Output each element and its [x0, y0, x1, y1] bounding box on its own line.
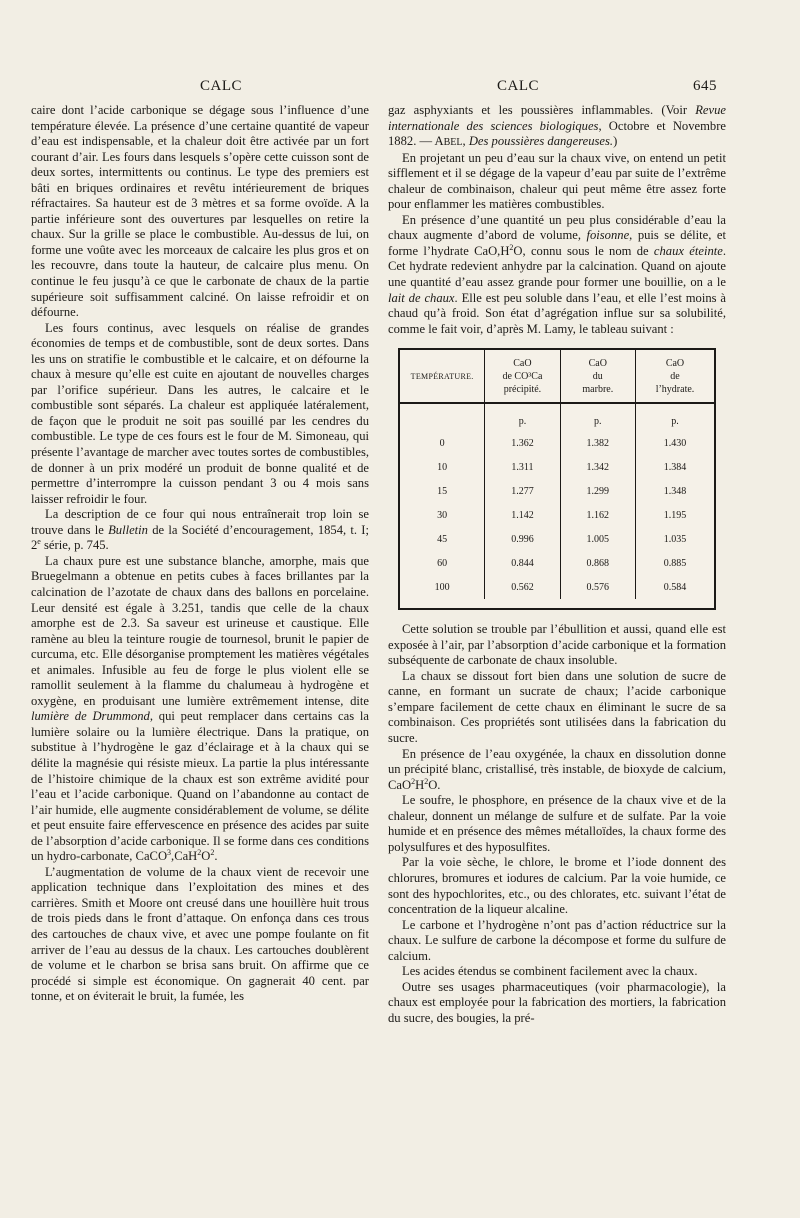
table-unit-cell: p. — [560, 403, 635, 431]
table-cell: 1.311 — [485, 455, 560, 479]
table-cell: 0.868 — [560, 551, 635, 575]
table-cell: 1.195 — [635, 503, 714, 527]
right-column-paragraph: La chaux se dissout fort bien dans une solution de sucre de canne, en formant un sucrate de chaux; l’acide carbonique s’empare facilement de cette chaux en éliminant le sucre de sa combinaison. Ces propriétés sont utilisées dans la fabrication du sucre. — [388, 668, 726, 746]
table-cell: 10 — [437, 461, 448, 473]
table-cell: 1.142 — [485, 503, 560, 527]
table-row — [400, 479, 714, 503]
table-cell: 1.299 — [560, 479, 635, 503]
table-cell: 1.342 — [560, 455, 635, 479]
table-cell: 0.844 — [485, 551, 560, 575]
table-cell: 15 — [437, 485, 448, 497]
table-row — [400, 431, 714, 455]
left-column-paragraph: caire dont l’acide carbonique se dégage sous l’influence d’une température élevée. La présence d’une certaine quantité de vapeur d’eau est indispensable, et la chaleur doit être activée par un fort courant d’air. Les fours dans lesquels s’opère cette cuisson sont de deux sortes, intermittents ou continus. Le type des premiers est bâti en briques ordinaires et revêtu intérieurement de briques réfractaires. Sa hauteur est de 3 mètres et sa forme ovoïde. A la partie inférieure sont des ouvertures par lesquelles on retire la chaux. Sur la grille se place le combustible. Au-dessus de lui, on forme une voûte avec les morceaux de calcaire les plus gros et on les recouvre, dans toute la hauteur, de calcaire plus menu. On continue le feu jusqu’à ce que le carbonate de chaux de la partie supérieure soit suffisamment calciné. On laisse refroidir et on défourne. — [31, 103, 369, 320]
right-column-paragraph: Outre ses usages pharmaceutiques (voir pharmacologie), la chaux est employée pour la fabrication des mortiers, la fabrication du sucre, des bougies, la pré- — [388, 979, 726, 1025]
table-cell: 1.348 — [635, 479, 714, 503]
right-column-paragraph: En présence de l’eau oxygénée, la chaux en dissolution donne un précipité blanc, cristallisé, très instable, de bioxyde de calcium, $CaO^2H^2O$. — [388, 746, 726, 792]
table-cell: 1.362 — [485, 431, 560, 455]
right-column-paragraph: gaz asphyxiants et les poussières inflammables. (Voir Revue internationale des sciences biologiques, Octobre et Novembre 1882. — ABEL, Des poussières dangereuses.) — [388, 103, 726, 149]
right-column-paragraph: En présence d’une quantité un peu plus considérable d’eau la chaux augmente d’abord de volume, foisonne, puis se délite, et forme l’hydrate $CaO,H^2O$, connu sous le nom de chaux éteinte. Cet hydrate redevient anhydre par la calcination. Quand on ajoute une quantité d’eau assez grande pour former une bouillie, on a le lait de chaux. Elle est peu soluble dans l’eau, et elle l’est moins à chaud qu’à froid. Son état d’agrégation influe sur sa solubilité, comme le fait voir, d’après M. Lamy, le tableau suivant : — [388, 212, 726, 336]
table-cell: 0.885 — [635, 551, 714, 575]
table-column-header: CaO du marbre. — [560, 350, 635, 403]
table-row — [400, 503, 714, 527]
left-column-paragraph: La description de ce four qui nous entraînerait trop loin se trouve dans le Bulletin de la Société d’encouragement, 1854, t. I; 2e série, p. 745. — [31, 507, 369, 553]
table-cell: 0.562 — [485, 575, 560, 599]
table-cell: 1.162 — [560, 503, 635, 527]
table-column-header: CaO de CO³Ca précipité. — [485, 350, 560, 403]
table-cell: 1.277 — [485, 479, 560, 503]
table-cell: 1.005 — [560, 527, 635, 551]
table-cell: 0 — [439, 437, 445, 449]
right-column-paragraph: Les acides étendus se combinent facilement avec la chaux. — [402, 964, 698, 979]
table-cell: 100 — [434, 581, 450, 593]
table-cell: 1.384 — [635, 455, 714, 479]
table-cell: 60 — [437, 557, 448, 569]
table-cell: 1.382 — [560, 431, 635, 455]
table-cell: 45 — [437, 533, 448, 545]
table-unit-row — [400, 403, 714, 431]
table-body — [400, 403, 714, 599]
table-row — [400, 455, 714, 479]
table-column-header: CaO de l’hydrate. — [635, 350, 714, 403]
right-column — [388, 103, 726, 1026]
right-column-paragraph: En projetant un peu d’eau sur la chaux vive, on entend un petit sifflement et il se dégage de la vapeur d’eau par suite de l’extrême chaleur de combinaison, chaleur qui peut même être assez forte pour enflammer les matières combustibles. — [388, 150, 726, 212]
table-cell: 0.996 — [485, 527, 560, 551]
table-row — [400, 527, 714, 551]
table-cell: 30 — [437, 509, 448, 521]
right-column-paragraph: Cette solution se trouble par l’ébullition et aussi, quand elle est exposée à l’air, par l’absorption d’acide carbonique et la formation subséquente de carbonate de chaux insoluble. — [388, 622, 726, 668]
table-unit-cell: p. — [485, 403, 560, 431]
left-column-paragraph: L’augmentation de volume de la chaux vient de recevoir une application technique dans l’exploitation des mines et des carrières. Smith et Moore ont creusé dans une houillère huit trous de trois pieds dans le front d’attaque. On enfonça dans ces trous des cartouches de chaux vive, et avec une pompe foulante on fit arriver de l’eau au dessus de la chaux. Les cartouches doublèrent de volume et le charbon se brisa sans bruit. On affirme que ce procédé si simple est économique. On gagnerait 40 cent. par tonne, et on éviterait le bruit, la fumée, les — [31, 864, 369, 1004]
right-column-continuation — [388, 622, 726, 1026]
table-unit-cell — [400, 403, 485, 431]
table-header-row — [400, 350, 714, 403]
left-column-paragraph: La chaux pure est une substance blanche, amorphe, mais que Bruegelmann a obtenue en petits cubes à faces brillantes par la calcination de l’azotate de chaux dans des ballons en porcelaine. Leur densité est égale à 3.251, tandis que celle de la chaux amorphe est de 2.3. Sa saveur est urineuse et caustique. Elle ramène au bleu la teinture rougie de tournesol, brunit le papier de curcuma, etc. Elle désorganise promptement les matières végétales et animales. Infusible au feu de forge le plus violent elle se ramollit seulement à la flamme du chalumeau à hydrogène et oxygène, en produisant une lumière extrêmement intense, dite lumière de Drummond, qui peut remplacer dans certains cas la lumière solaire ou la lumière électrique. Dans la pratique, on substitue à l’hydrogène le gaz d’éclairage et à la chaux qui se délite la magnésie qui résiste mieux. La partie la plus intéressante de l’histoire chimique de la chaux est son extrême avidité pour l’eau et l’acide carbonique. Quand on l’abandonne au contact de l’air humide, elle augmente considérablement de volume, se délite et peut ensuite faire effervescence en présence des acides par suite de l’absorption d’acide carbonique. Il se forme dans ces conditions un hydro-carbonate, $CaCO^3,CaH^2O^2$. — [31, 553, 370, 864]
solubility-table — [398, 348, 716, 610]
table-cell: 1.035 — [635, 527, 714, 551]
right-column-paragraph: Par la voie sèche, le chlore, le brome et l’iode donnent des chlorures, bromures et iodures de calcium. Par la voie humide, ce sont des hypochlorites, etc., ou des chlorates, etc. suivant l’état de concentration de la liqueur alcaline. — [388, 855, 726, 917]
page-number: 645 — [693, 78, 717, 94]
left-column — [31, 103, 369, 1005]
table-row — [400, 575, 714, 599]
table-row — [400, 551, 714, 575]
right-column-intro — [388, 103, 726, 337]
table-cell: 0.584 — [635, 575, 714, 599]
table-unit-cell: p. — [635, 403, 714, 431]
right-column-paragraph: Le carbone et l’hydrogène n’ont pas d’action réductrice sur la chaux. Le sulfure de carbone la décompose et forme du sulfure de calcium. — [388, 917, 726, 963]
table-cell: 0.576 — [560, 575, 635, 599]
running-head-right: CALC — [497, 78, 540, 94]
left-column-paragraph: Les fours continus, avec lesquels on réalise de grandes économies de temps et de combustible, sont de deux sortes. Dans les uns on stratifie le combustible et le calcaire, et on défourne la chaux à mesure qu’elle est cuite en ajoutant de nouvelles charges par l’orifice supérieur. Dans les autres, le calcaire et le combustible sont séparés. La chaleur est appliquée latéralement, de façon que le produit ne soit pas souillé par les cendres du combustible. Le type de ces fours est le four de M. Simoneau, qui présente l’avantage de marcher avec toutes sortes de combustibles, de donner à un prix modéré un produit de bonne qualité et de permettre d’interrompre la cuisson pendant 3 ou 4 mois sans laisser refroidir le four. — [31, 320, 369, 506]
right-column-paragraph: Le soufre, le phosphore, en présence de la chaux vive et de la chaleur, donnent un mélange de sulfure et de sulfate. Par la voie humide et en présence des mêmes métalloïdes, la chaux forme des polysulfures et des hyposulfites. — [388, 793, 726, 854]
table-cell: 1.430 — [635, 431, 714, 455]
running-head-left: CALC — [200, 78, 243, 94]
table-column-header: TEMPÉRATURE. — [400, 350, 485, 403]
